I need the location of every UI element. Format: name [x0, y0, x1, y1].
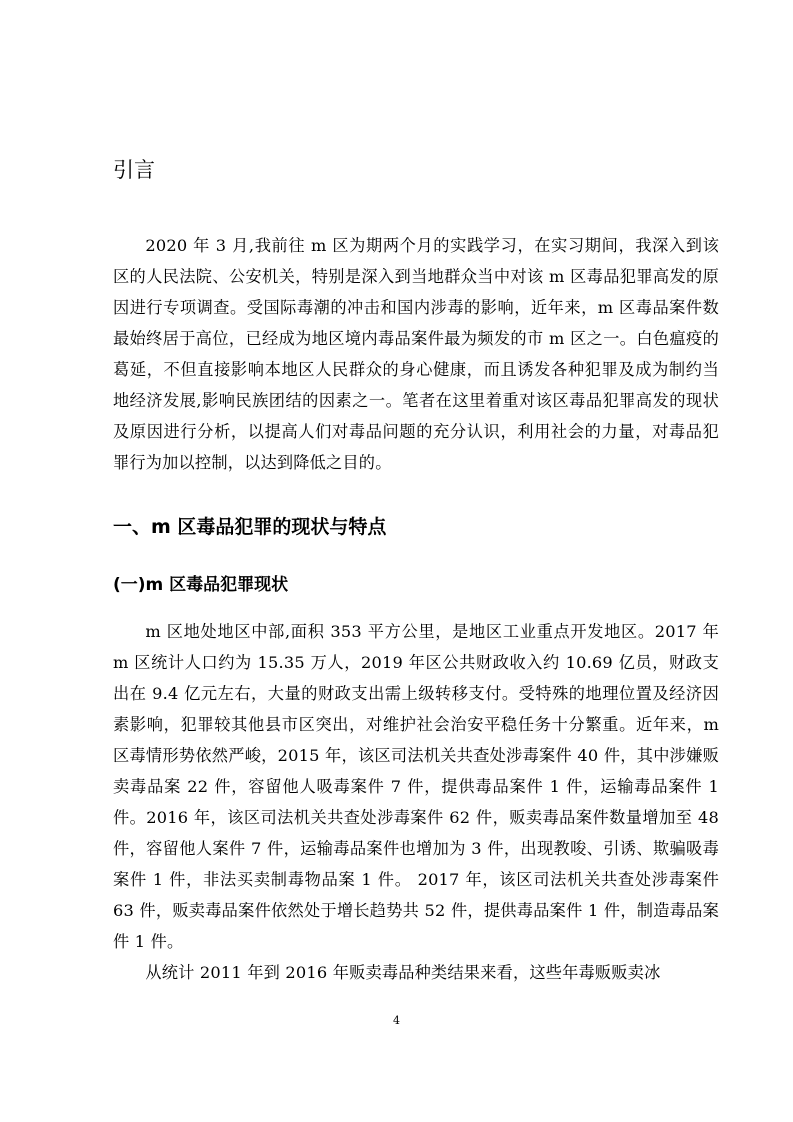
page-number: 4	[393, 1014, 400, 1027]
intro-paragraph: 2020 年 3 月,我前往 m 区为期两个月的实践学习，在实习期间，我深入到该区的人民法院、公安机关，特别是深入到当地群众当中对该 m 区毒品犯罪高发的原因进行专项调查。受国际毒潮的冲击和国内涉毒的影响，近年来，m 区毒品案件数最始终居于高位，已经成为地区境内毒品案件最为频发的市 m 区之一。白色瘟疫的葛延，不但直接影响本地区人民群众的身心健康，而且诱发各种犯罪及成为制约当地经济发展,影响民族团结的因素之一。笔者在这里着重对该区毒品犯罪高发的现状及原因进行分析，以提高人们对毒品问题的充分认识，利用社会的力量，对毒品犯罪行为加以控制，以达到降低之目的。	[113, 236, 719, 472]
page-content	[113, 150, 719, 988]
section-1-heading: 一、m 区毒品犯罪的现状与特点	[113, 516, 387, 538]
subsection-1-heading: (一)m 区毒品犯罪现状	[113, 575, 289, 595]
subsection-1-paragraph-1: m 区地处地区中部,面积 353 平方公里，是地区工业重点开发地区。2017 年 m 区统计人口约为 15.35 万人，2019 年区公共财政收入约 10.69 亿员，财政支出在 9.4 亿元左右，大量的财政支出需上级转移支付。受特殊的地理位置及经济因素影响，犯罪较其他县市区突出，对维护社会治安平稳任务十分繁重。近年来，m 区毒情形势依然严峻，2015 年，该区司法机关共查处涉毒案件 40 件，其中涉嫌贩卖毒品案 22 件，容留他人吸毒案件 7 件，提供毒品案件 1 件，运输毒品案件 1 件。2016 年，该区司法机关共查处涉毒案件 62 件，贩卖毒品案件数量增加至 48 件，容留他人案件 7 件，运输毒品案件也增加为 3 件，出现教唆、引诱、欺骗吸毒案件 1 件，非法买卖制毒物品案 1 件。 2017 年，该区司法机关共查处涉毒案件 63 件，贩卖毒品案件依然处于增长趋势共 52 件，提供毒品案件 1 件，制造毒品案件 1 件。	[113, 622, 719, 951]
intro-heading: 引言	[113, 158, 155, 182]
subsection-1-paragraph-2: 从统计 2011 年到 2016 年贩卖毒品种类结果来看，这些年毒贩贩卖冰	[145, 963, 661, 982]
